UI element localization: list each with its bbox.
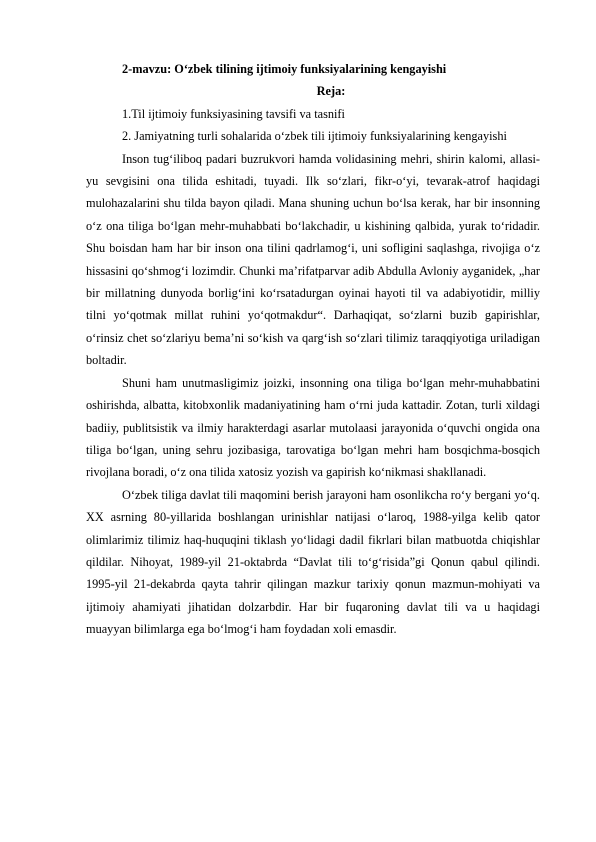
paragraph-3: O‘zbek tiliga davlat tili maqomini berish jarayoni ham osonlikcha ro‘y bergani yo‘q. XX asrning 80-yillarida boshlangan urinishlar natijasi o‘laroq, 1988-yilga kelib qator olimlarimiz tilimiz haq-huquqini tiklash yo‘lidagi dadil fikrlari bilan matbuotda chiqishlar qildilar. Nihoyat, 1989-yil 21-oktabrda “Davlat tili to‘g‘risida”gi Qonun qabul qilindi. 1995-yil 21-dekabrda qayta tahrir qilingan mazkur tarixiy qonun mazmun-mohiyati va ijtimoiy ahamiyati jihatidan dolzarbdir. Har bir fuqaroning davlat tili va u haqidagi muayyan bilimlarga ega bo‘lmog‘i ham foydadan xoli emasdir. (86, 487, 540, 637)
plan-item-2: 2. Jamiyatning turli sohalarida o‘zbek tili ijtimoiy funksiyalarining kengayishi (122, 129, 507, 144)
plan-heading: Reja: (316, 84, 346, 99)
plan-item-1: 1.Til ijtimoiy funksiyasining tavsifi va tasnifi (122, 106, 345, 121)
document-title: 2-mavzu: O‘zbek tilining ijtimoiy funksiyalarining kengayishi (122, 62, 447, 76)
paragraph-2: Shuni ham unutmasligimiz joizki, insonning ona tiliga bo‘lgan mehr-muhabbatini oshirishda, albatta, kitobxonlik madaniyatining ham o‘rni juda kattadir. Zotan, turli xildagi badiiy, publitsistik va ilmiy harakterdagi asarlar mutolaasi jarayonida o‘quvchi ongida ona tiliga bo‘lgan, uning sehru jozibasiga, tarovatiga bo‘lgan mehri ham bosqichma-bosqich rivojlana boradi, o‘z ona tilida xatosiz yozish va gapirish ko‘nikmasi shakllanadi. (86, 375, 540, 480)
paragraph-1: Inson tug‘iliboq padari buzrukvori hamda volidasining mehri, shirin kalomi, allasi-yu sevgisini ona tilida eshitadi, tuyadi. Ilk so‘zlari, fikr-o‘yi, tevarak-atrof haqidagi mulohazalarini shu tilda bayon qiladi. Mana shuning uchun bo‘lsa kerak, har bir insonning o‘z ona tiliga bo‘lgan mehr-muhabbati bo‘lakchadir, u kishining qalbida, yurak to‘ridadir. Shu boisdan ham har bir inson ona tilini qadrlamog‘i, uni sofligini saqlashga, rivojiga o‘z hissasini qo‘shmog‘i lozimdir. Chunki ma’rifatparvar adib Abdulla Avloniy ayganidek, „har bir millatning dunyoda borlig‘ini ko‘rsatadurgan oyinai hayoti til va adabiyotidir, milliy tilni yo‘qotmak millat ruhini yo‘qotmakdur“. Darhaqiqat, so‘zlarni buzib gapirishlar, o‘rinsiz chet so‘zlariyu bema’ni so‘kish va qarg‘ish so‘zlari tilimiz taraqqiyotiga uriladigan boltadir. (86, 151, 540, 368)
